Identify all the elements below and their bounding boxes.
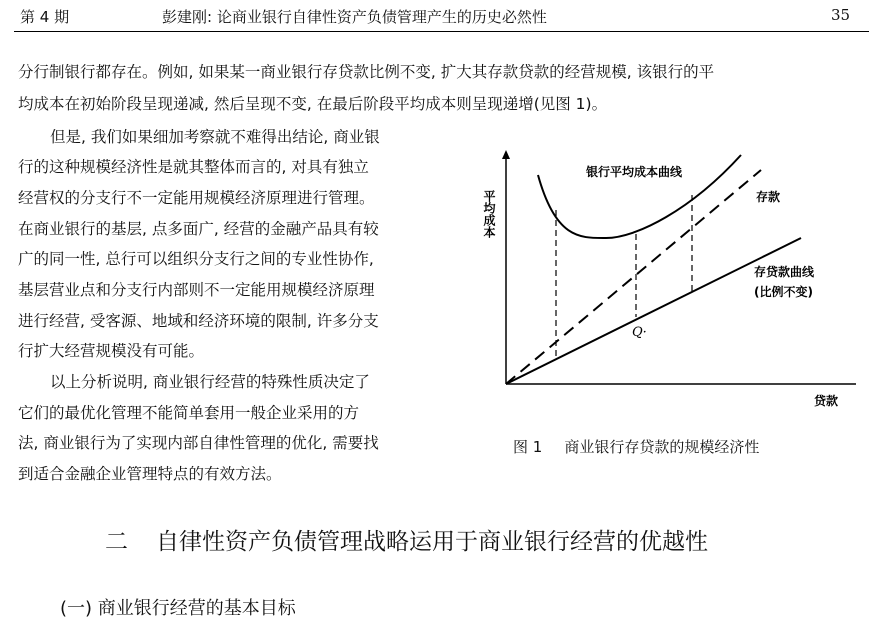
column-line: 以上分析说明, 商业银行经营的特殊性质决定了	[50, 373, 370, 391]
intro-line-1: 分行制银行都存在。例如, 如果某一商业银行存贷款比例不变, 扩大其存款贷款的经营规模, 该银行的平	[18, 63, 715, 81]
loan-curve-label: 存贷款曲线	[754, 265, 815, 279]
header-rule	[14, 31, 869, 32]
page-number: 35	[831, 6, 851, 24]
column-line: 基层营业点和分支行内部则不一定能用规模经济原理	[18, 281, 375, 299]
section-title: 自律性资产负债管理战略运用于商业银行经营的优越性	[156, 529, 708, 555]
figure-caption-text: 商业银行存贷款的规模经济性	[564, 438, 760, 456]
loan-curve-sublabel: (比例不变)	[754, 285, 813, 299]
subsection-heading: (一) 商业银行经营的基本目标	[60, 598, 296, 619]
average-cost-label: 银行平均成本曲线	[586, 165, 683, 179]
deposit-label: 存款	[756, 190, 781, 204]
column-line: 行扩大经营规模没有可能。	[18, 342, 205, 360]
column-line: 但是, 我们如果细加考察就不难得出结论, 商业银	[50, 128, 380, 146]
figure-caption	[513, 436, 759, 457]
figure-caption-number: 图 1	[513, 438, 543, 456]
figure-1-diagram	[482, 150, 871, 420]
running-title: 彭建刚: 论商业银行自律性资产负债管理产生的历史必然性	[162, 8, 547, 26]
y-axis-arrow	[502, 150, 510, 159]
section-heading	[105, 523, 708, 556]
issue-number: 第 4 期	[20, 8, 70, 26]
column-line: 在商业银行的基层, 点多面广, 经营的金融产品具有较	[18, 220, 379, 238]
column-line: 广的同一性, 总行可以组织分支行之间的专业性协作,	[18, 250, 374, 268]
intro-line-2: 均成本在初始阶段呈现递减, 然后呈现不变, 在最后阶段平均成本则呈现递增(见图 1)。	[18, 95, 608, 113]
point-q-label: Q·	[632, 325, 647, 340]
column-line: 经营权的分支行不一定能用规模经济原理进行管理。	[18, 189, 375, 207]
y-axis-label: 平均成本	[482, 190, 496, 238]
column-line: 法, 商业银行为了实现内部自律性管理的优化, 需要找	[18, 434, 379, 452]
column-line: 它们的最优化管理不能简单套用一般企业采用的方	[18, 404, 360, 422]
column-line: 到适合金融企业管理特点的有效方法。	[18, 465, 282, 483]
column-line: 进行经营, 受客源、地域和经济环境的限制, 许多分支	[18, 312, 379, 330]
section-number: 二	[105, 529, 128, 555]
figure-1	[482, 150, 871, 420]
x-axis-label: 贷款	[814, 394, 839, 408]
column-line: 行的这种规模经济性是就其整体而言的, 对具有独立	[18, 158, 369, 176]
running-header	[0, 0, 887, 28]
